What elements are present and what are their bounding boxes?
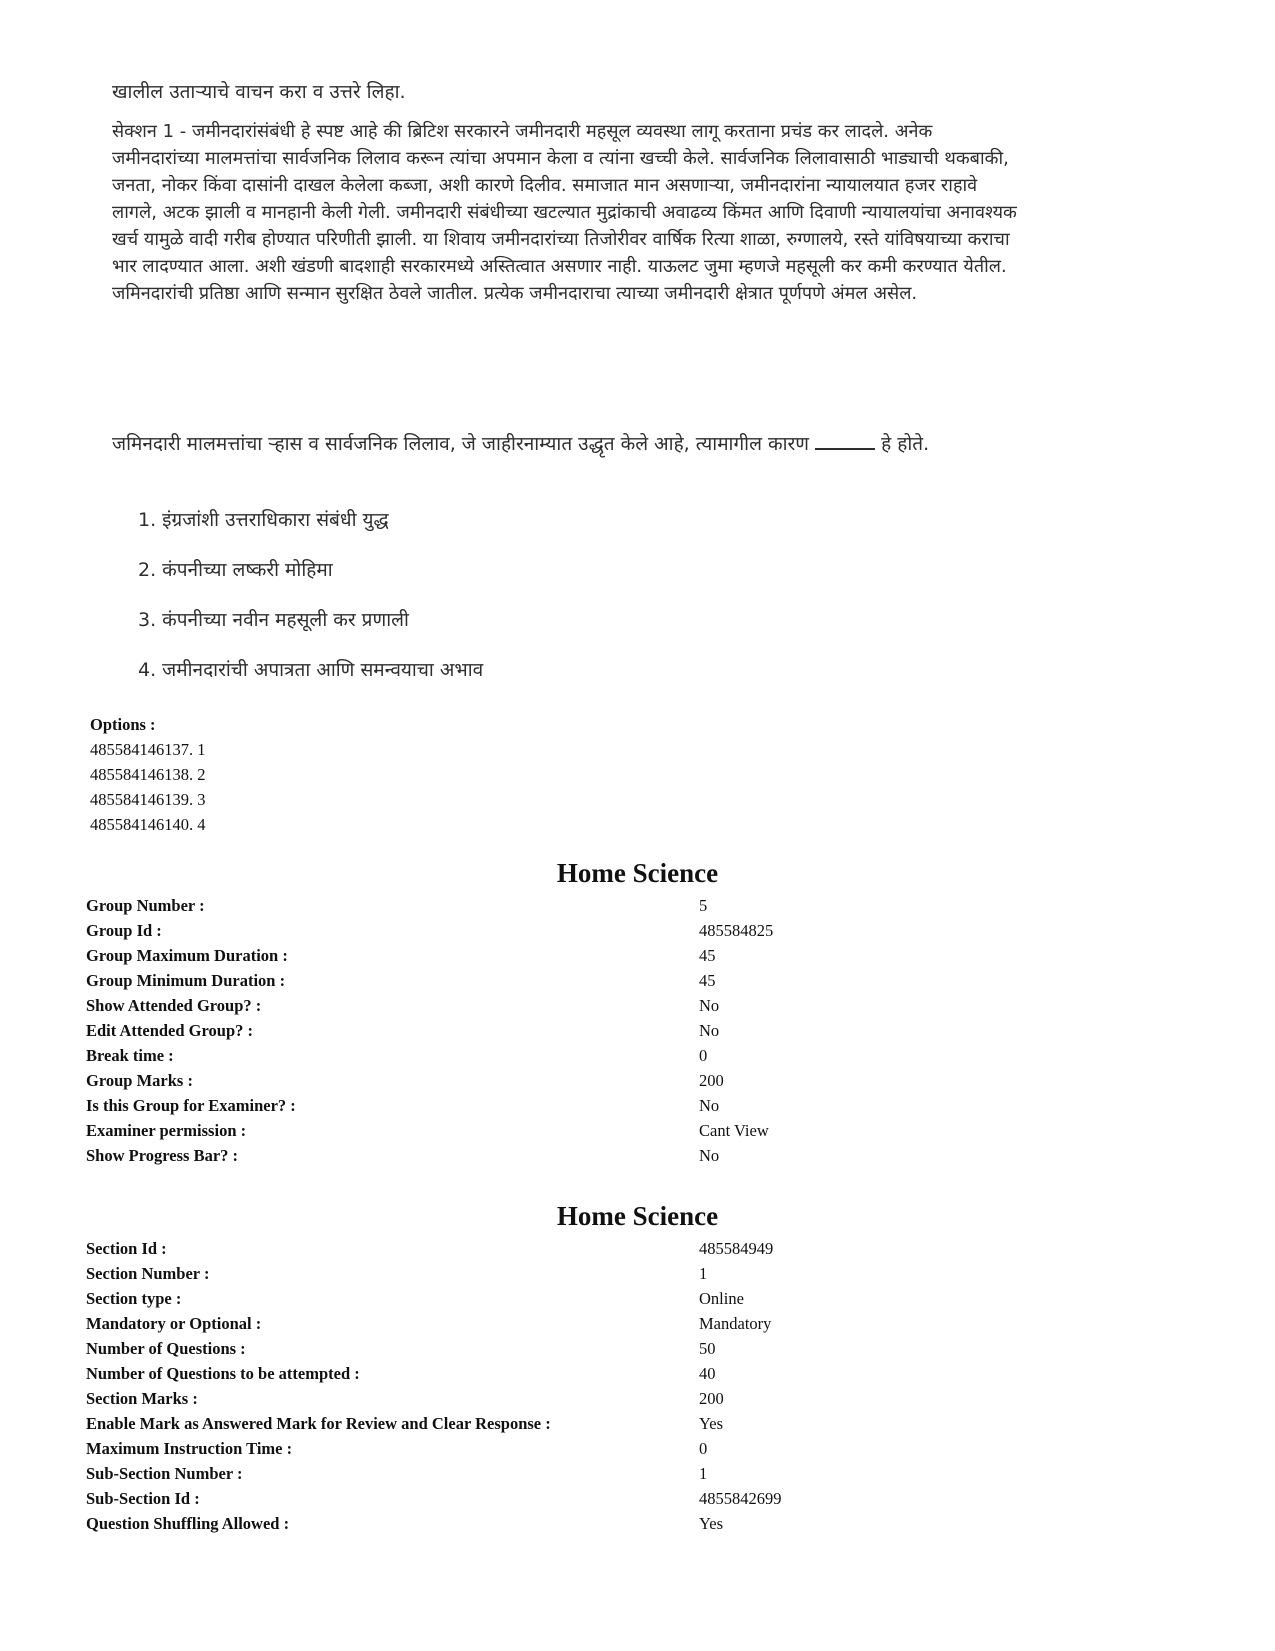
info-value: 1 (699, 1264, 708, 1283)
info-key: Show Attended Group? : (86, 996, 262, 1015)
info-row (86, 1464, 999, 1489)
info-key: Group Minimum Duration : (86, 971, 286, 990)
info-row (86, 1414, 999, 1439)
group-heading: Home Science (556, 858, 719, 888)
info-value: Mandatory (699, 1314, 772, 1333)
info-key: Maximum Instruction Time : (86, 1439, 293, 1458)
info-row (86, 1121, 999, 1146)
info-key: Show Progress Bar? : (86, 1146, 239, 1165)
info-value: No (699, 1021, 720, 1040)
info-value: No (699, 1096, 720, 1115)
option-item: 485584146137. 1 (90, 740, 206, 759)
info-key: Group Maximum Duration : (86, 946, 288, 965)
info-key: Group Number : (86, 896, 205, 915)
info-value: 50 (699, 1339, 716, 1358)
info-row (86, 1389, 999, 1414)
info-key: Break time : (86, 1046, 174, 1065)
info-key: Mandatory or Optional : (86, 1314, 262, 1333)
info-row (86, 1239, 999, 1264)
answer-blank (815, 430, 875, 450)
info-value: 485584949 (699, 1239, 774, 1258)
info-row (86, 996, 999, 1021)
passage-text: सेक्शन 1 - जमीनदारांसंबंधी हे स्पष्ट आहे की ब्रिटिश सरकारने जमीनदारी महसूल व्यवस्था लागू करताना प्रचंड कर लादले. अनेक जमीनदारांच्या मालमत्तांचा सार्वजनिक लिलाव करून त्यांचा अपमान केला व त्यांना खच्ची केले. सार्वजनिक लिलावासाठी भाड्याची थकबाकी, जनता, नोकर किंवा दासांनी दाखल केलेला कब्जा, अशी कारणे दिलीव. समाजात मान असणाऱ्या, जमीनदारांना न्यायालयात हजर राहावे लागले, अटक झाली व मानहानी केली गेली. जमीनदारी संबंधीच्या खटल्यात मुद्रांकाची अवाढव्य किंमत आणि दिवाणी न्यायालयांचा अनावश्यक खर्च यामुळे वादी गरीब होण्यात परिणीती झाली. या शिवाय जमीनदारांच्या तिजोरीवर वार्षिक रित्या शाळा, रुग्णालये, रस्ते यांविषयाच्या कराचा भार लादण्यात आला. अशी खंडणी बादशाही सरकारमध्ये अस्तित्वात असणार नाही. याऊलट जुमा म्हणजे महसूली कर कमी करण्यात येतील. जमिनदारांची प्रतिष्ठा आणि सन्मान सुरक्षित ठेवले जातील. प्रत्येक जमीनदाराचा त्याच्या जमीनदारी क्षेत्रात पूर्णपणे अंमल असेल. (112, 121, 1017, 304)
option-item: 485584146140. 4 (90, 815, 206, 834)
info-key: Group Marks : (86, 1071, 193, 1090)
info-value: Yes (699, 1414, 724, 1433)
passage-instruction: खालील उताऱ्याचे वाचन करा व उत्तरे लिहा. (112, 81, 406, 103)
info-value: 40 (699, 1364, 716, 1383)
passage-image (112, 78, 1022, 307)
info-row (86, 1314, 999, 1339)
info-value: 4855842699 (699, 1489, 782, 1508)
info-row (86, 946, 999, 971)
question-text (112, 430, 992, 458)
info-value: 200 (699, 1071, 724, 1090)
info-value: 1 (699, 1464, 708, 1483)
info-value: 0 (699, 1046, 708, 1065)
info-value: 485584825 (699, 921, 774, 940)
info-row (86, 921, 999, 946)
info-key: Section type : (86, 1289, 182, 1308)
info-value: Cant View (699, 1121, 769, 1140)
info-key: Sub-Section Number : (86, 1464, 243, 1483)
info-row (86, 1489, 999, 1514)
info-value: No (699, 1146, 720, 1165)
info-value: 200 (699, 1389, 724, 1408)
info-key: Number of Questions to be attempted : (86, 1364, 360, 1383)
option-item: 485584146138. 2 (90, 765, 206, 784)
info-value: 45 (699, 946, 716, 965)
group-info-table (86, 896, 999, 1171)
info-key: Examiner permission : (86, 1121, 247, 1140)
choice-2: 2. कंपनीच्या लष्करी मोहिमा (138, 559, 333, 581)
info-row (86, 1046, 999, 1071)
info-row (86, 1339, 999, 1364)
info-row (86, 1096, 999, 1121)
options-label: Options : (90, 715, 156, 734)
choice-3: 3. कंपनीच्या नवीन महसूली कर प्रणाली (138, 609, 409, 631)
info-key: Sub-Section Id : (86, 1489, 200, 1508)
choice-1: 1. इंग्रजांशी उत्तराधिकारा संबंधी युद्ध (138, 509, 389, 531)
info-key: Enable Mark as Answered Mark for Review and Clear Response : (86, 1414, 551, 1433)
section-info-table (86, 1239, 999, 1539)
question-text-before: जमिनदारी मालमत्तांचा ऱ्हास व सार्वजनिक लिलाव, जे जाहीरनाम्यात उद्धृत केले आहे, त्यामागील कारण (112, 433, 816, 455)
info-key: Question Shuffling Allowed : (86, 1514, 290, 1533)
info-key: Edit Attended Group? : (86, 1021, 254, 1040)
info-row (86, 1021, 999, 1046)
info-row (86, 1439, 999, 1464)
options-list (90, 712, 206, 837)
info-value: Online (699, 1289, 744, 1308)
section-heading: Home Science (556, 1201, 719, 1231)
info-row (86, 1264, 999, 1289)
info-key: Group Id : (86, 921, 162, 940)
info-value: 45 (699, 971, 716, 990)
info-value: 0 (699, 1439, 708, 1458)
info-key: Section Number : (86, 1264, 210, 1283)
info-row (86, 971, 999, 996)
info-key: Is this Group for Examiner? : (86, 1096, 296, 1115)
info-row (86, 1364, 999, 1389)
answer-choices (138, 506, 483, 706)
info-row (86, 1514, 999, 1539)
choice-4: 4. जमीनदारांची अपात्रता आणि समन्वयाचा अभाव (138, 659, 484, 681)
info-key: Section Marks : (86, 1389, 198, 1408)
question-text-after: हे होते. (875, 433, 930, 455)
info-row (86, 896, 999, 921)
info-key: Section Id : (86, 1239, 167, 1258)
info-key: Number of Questions : (86, 1339, 246, 1358)
info-row (86, 1146, 999, 1171)
info-row (86, 1071, 999, 1096)
info-value: Yes (699, 1514, 724, 1533)
info-row (86, 1289, 999, 1314)
option-item: 485584146139. 3 (90, 790, 206, 809)
info-value: No (699, 996, 720, 1015)
info-value: 5 (699, 896, 708, 915)
